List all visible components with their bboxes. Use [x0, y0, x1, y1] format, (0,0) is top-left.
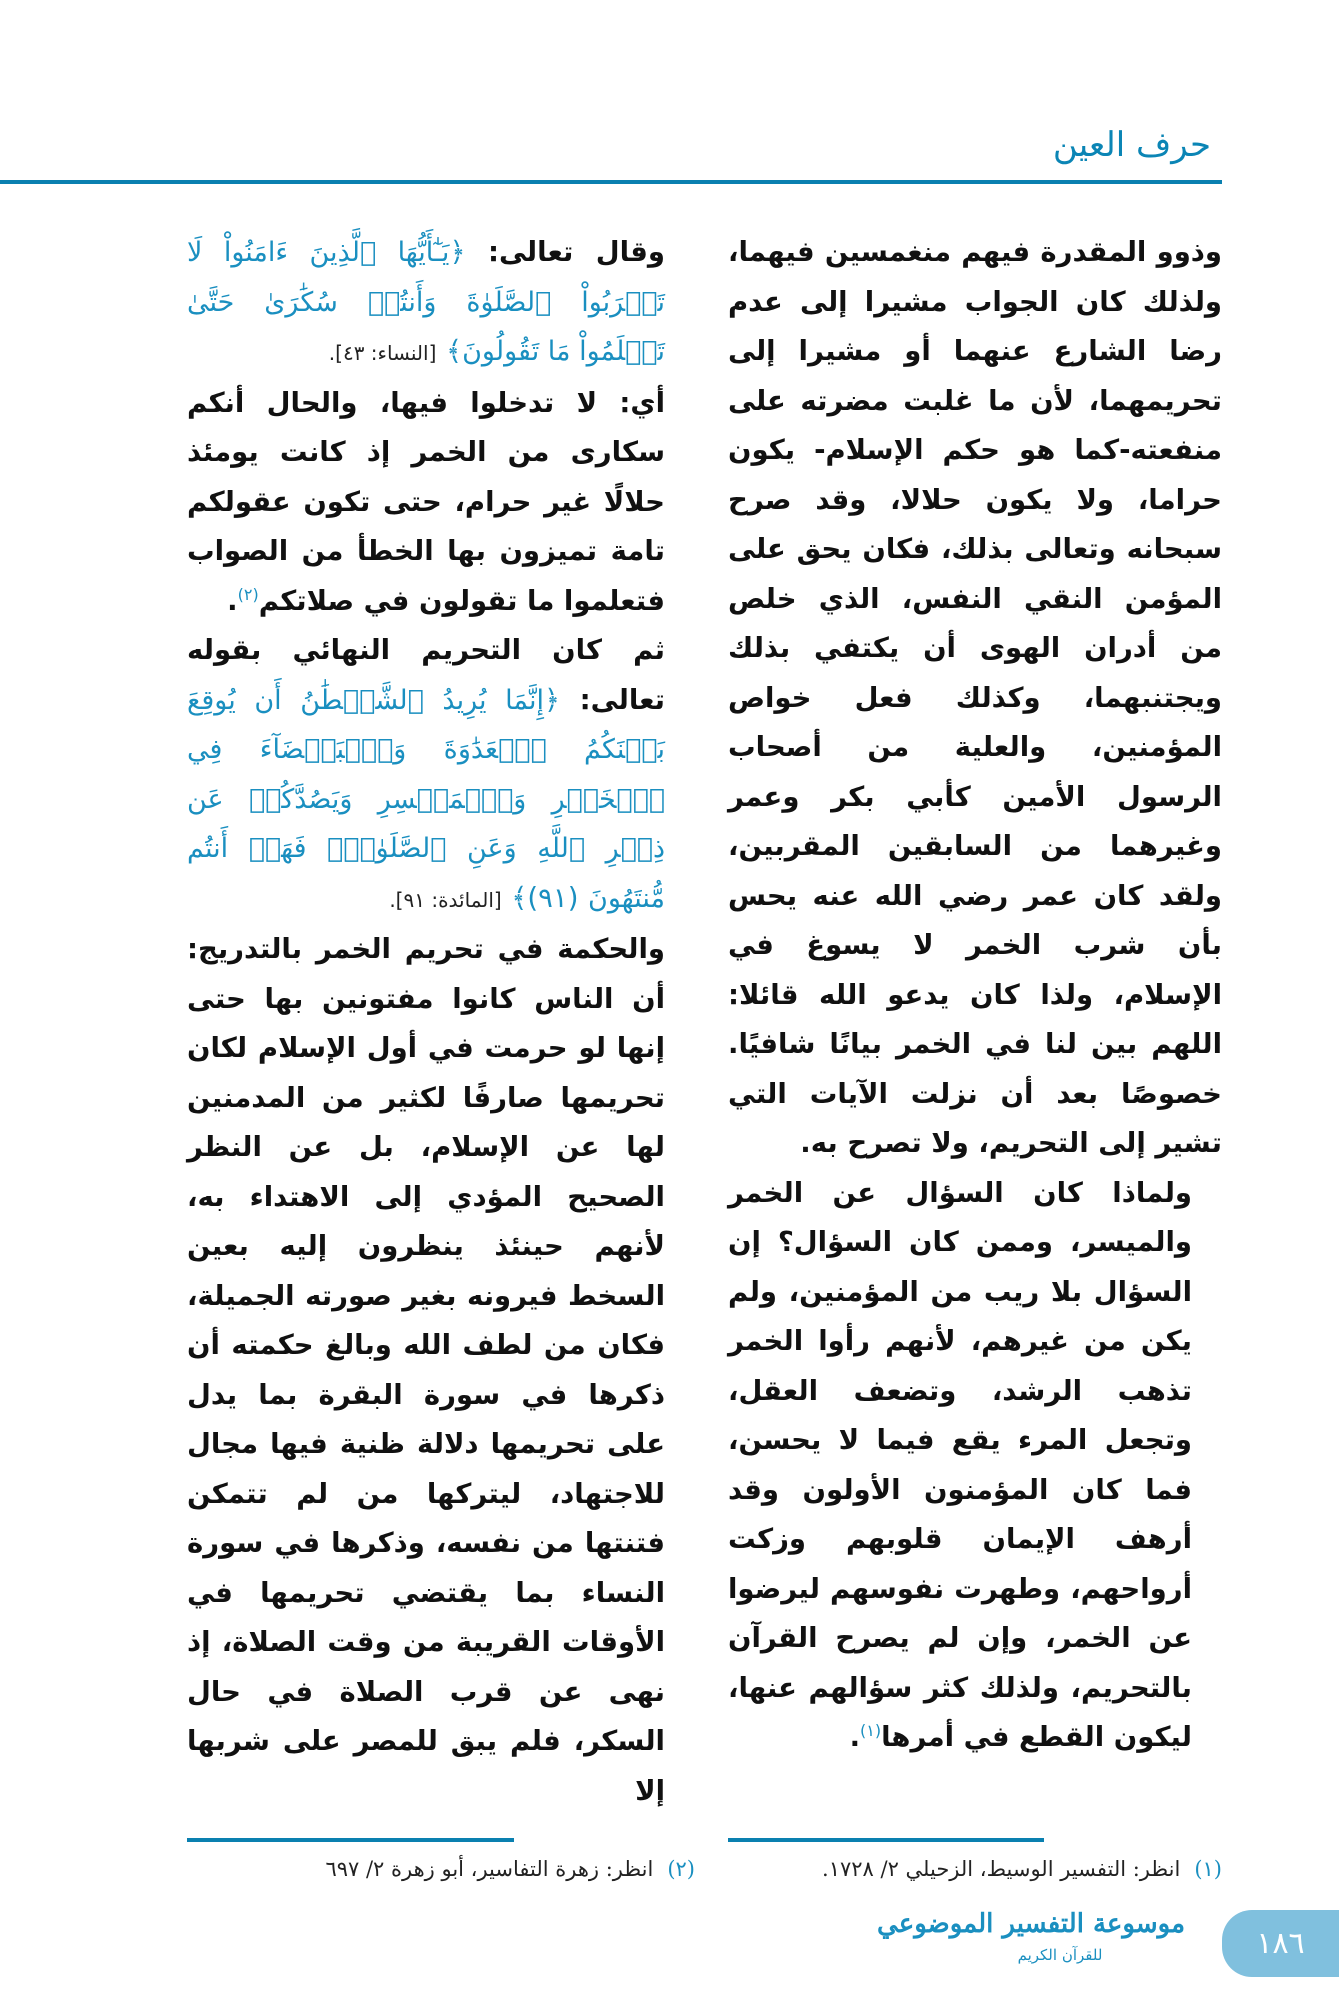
left-column-wrap [187, 228, 695, 1884]
left-column [187, 228, 695, 1816]
footnote-divider [728, 1838, 1044, 1842]
paragraph-text: وذوو المقدرة فيهم منغمسين فيهما، ولذلك كان الجواب مشيرا إلى عدم رضا الشارع عنهما أو مشيرا إلى تحريمهما، لأن ما غلبت مضرته على منفعته-كما هو حكم الإسلام- يكون حراما، ولا يكون حلالا، وقد صرح سبحانه وتعالى بذلك، فكان يحق على المؤمن النقي النفس، الذي خلص من أدران الهوى أن يكتفي بذلك ويجتنبهما، وكذلك فعل خواص المؤمنين، والعلية من أصحاب الرسول الأمين كأبي بكر وعمر وغيرهما من السابقين المقربين، ولقد كان عمر رضي الله عنه يحس بأن شرب الخمر لا يسوغ في الإسلام، ولذا كان يدعو الله قائلا: اللهم بين لنا في الخمر بيانًا شافيًا. خصوصًا بعد أن نزلت الآيات التي تشير إلى التحريم، ولا تصرح به. [728, 236, 1222, 1159]
ornate-bracket-close-icon: ﴾ [445, 335, 463, 367]
footnote-marker[interactable]: (٢) [237, 584, 259, 604]
encyclopedia-logo [877, 1904, 1185, 1966]
footnote-number: (٢) [667, 1857, 695, 1881]
paragraph-text: ولماذا كان السؤال عن الخمر والميسر، وممن كان السؤال؟ إن السؤال بلا ريب من المؤمنين، ولم يكن من غيرهم، لأنهم رأوا الخمر تذهب الرشد، وتضعف العقل، وتجعل المرء يقع فيما لا يحسن، فما كان المؤمنون الأولون وقد أرهف الإيمان قلوبهم وزكت أرواحهم، وطهرت نفوسهم ليرضوا عن الخمر، وإن لم يصرح القرآن بالتحريم، ولذلك كثر سؤالهم عنها، ليكون القطع في أمرها [728, 1176, 1192, 1753]
two-column-body [0, 228, 1339, 1884]
page-header [0, 0, 1339, 184]
verse-intro: وقال تعالى: [487, 236, 666, 268]
footnote [728, 1854, 1222, 1884]
footnote-number: (١) [1194, 1857, 1222, 1881]
period: . [849, 1721, 861, 1753]
logo-subtitle: للقرآن الكريم [1017, 1946, 1103, 1964]
paragraph [728, 228, 1222, 1169]
page-footer [0, 1898, 1339, 2008]
footnote [187, 1854, 695, 1884]
period: . [227, 584, 238, 617]
verse-intro: ثم كان التحريم النهائي بقوله تعالى: [187, 634, 665, 716]
page-number: ١٨٦ [1256, 1926, 1305, 1961]
footnote-divider [187, 1838, 514, 1842]
footnote-area [728, 1838, 1222, 1884]
footnote-marker[interactable]: (١) [860, 1720, 882, 1740]
verse-reference: [المائدة: ٩١]. [389, 887, 502, 912]
right-column-wrap [728, 228, 1222, 1884]
verse-number: ٩١ [538, 881, 568, 914]
page-number-tab [1222, 1910, 1339, 1977]
quran-verse: إِنَّمَا يُرِيدُ ٱلشَّيۡطَٰنُ أَن يُوقِعَ بَيۡنَكُمُ ٱلۡعَدَٰوَةَ وَٱلۡبَغۡضَآءَ فِي ٱلۡخَمۡرِ وَٱلۡمَيۡسِرِ وَيَصُدَّكُمۡ عَن ذِكۡرِ ٱللَّهِ وَعَنِ ٱلصَّلَوٰةِۖ فَهَلۡ أَنتُم مُّنتَهُونَ [187, 684, 665, 914]
quran-verse: يَـٰٓأَيُّهَا ٱلَّذِينَ ءَامَنُواْ لَا تَقۡرَبُواْ ٱلصَّلَوٰةَ وَأَنتُمۡ سُكَٰرَىٰ حَتَّىٰ تَعۡلَمُواْ مَا تَقُولُونَ [187, 237, 665, 367]
header-divider [0, 180, 1222, 184]
right-column [728, 228, 1222, 1816]
verse-reference: [النساء: ٤٣]. [328, 341, 437, 365]
paragraph [187, 626, 695, 925]
logo-title: موسوعة التفسير الموضوعي [877, 1909, 1185, 1939]
ornate-bracket-close-icon: ﴾ [511, 881, 528, 914]
footnote-text: انظر: التفسير الوسيط، الزحيلي ٢/ ١٧٢٨. [822, 1857, 1181, 1881]
paragraph-text: والحكمة في تحريم الخمر بالتدريج: أن الناس كانوا مفتونين بها حتى إنها لو حرمت في أول الإسلام لكان تحريمها صارفًا لكثير من المدمنين لها عن الإسلام، بل عن النظر الصحيح المؤدي إلى الاهتداء به، لأنهم حينئذ ينظرون إليه بعين السخط فيرونه بغير صورته الجميلة، فكان من لطف الله وبالغ حكمته أن ذكرها في سورة البقرة بما يدل على تحريمها دلالة ظنية فيها مجال للاجتهاد، ليتركها من لم تتمكن فتنتها من نفسه، وذكرها في سورة النساء بما يقتضي تحريمها في الأوقات القريبة من وقت الصلاة، إذ نهى عن قرب الصلاة في حال السكر، فلم يبق للمصر على شربها إلا [187, 933, 665, 1807]
paragraph-text: أي: لا تدخلوا فيها، والحال أنكم سكارى من الخمر إذ كانت يومئذ حلالًا غير حرام، حتى تكون عقولكم تامة تميزون بها الخطأ من الصواب فتعلموا ما تقولون في صلاتكم [187, 386, 665, 617]
paragraph [728, 1169, 1222, 1763]
footnote-area [187, 1838, 695, 1884]
ornate-bracket-open-icon: ﴿ [449, 236, 466, 268]
ornate-bracket-open-icon: ﴿ [543, 683, 561, 716]
footnote-text: انظر: زهرة التفاسير، أبو زهرة ٢/ ٦٩٧ [325, 1857, 654, 1881]
paragraph [187, 228, 695, 379]
verse-number-medallion-icon: (٩١) [527, 881, 579, 914]
paragraph [187, 379, 695, 627]
paragraph [187, 925, 695, 1816]
chapter-title: حرف العين [1052, 125, 1211, 165]
